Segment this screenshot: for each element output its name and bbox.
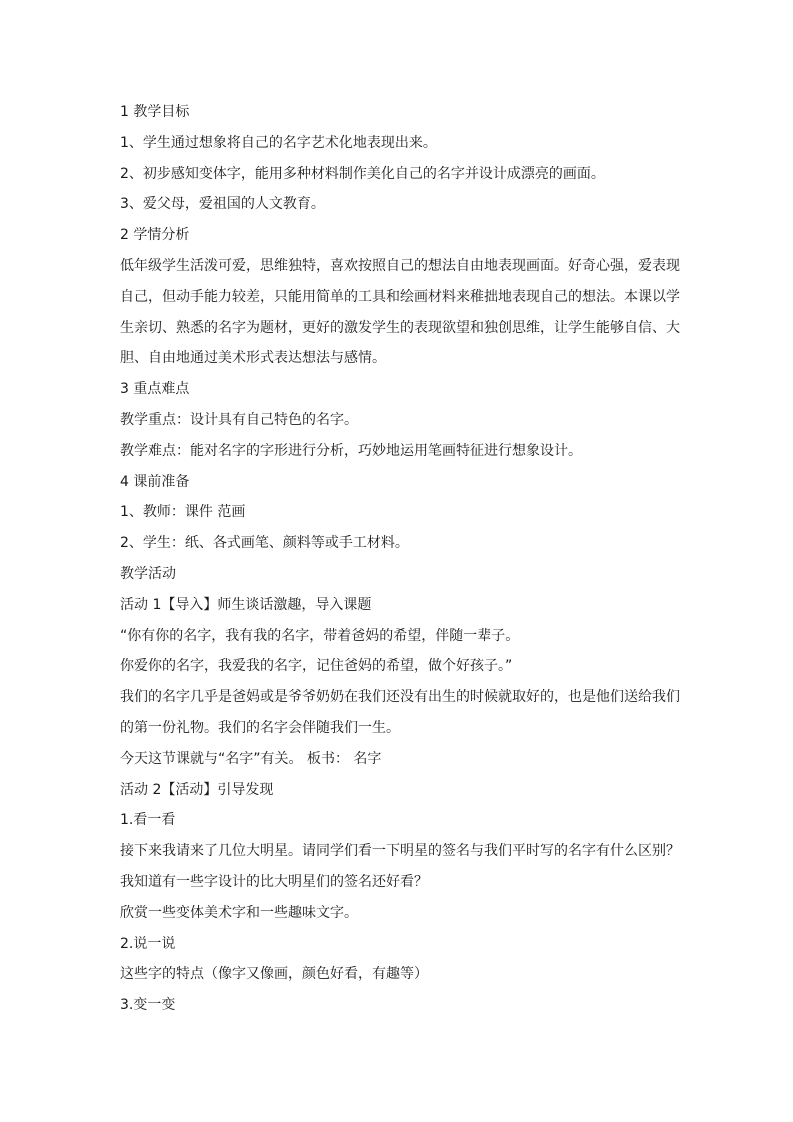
step-1-line-1: 接下来我请来了几位大明星。请同学们看一下明星的签名与我们平时写的名字有什么区别？ [120, 843, 680, 860]
section-heading-activities: 教学活动 [120, 565, 176, 582]
goal-item-2: 2、初步感知变体字，能用多种材料制作美化自己的名字并设计成漂亮的画面。 [120, 165, 605, 182]
activity-1-title: 活动 1【导入】师生谈话激趣，导入课题 [120, 596, 372, 613]
step-3-heading: 3.变一变 [120, 997, 176, 1014]
section-heading-teaching-goals: 1 教学目标 [120, 104, 190, 120]
goal-item-3: 3、爱父母，爱祖国的人文教育。 [120, 196, 325, 213]
activity-1-closing: 今天这节课就与“名字”有关。 板书： 名字 [120, 750, 382, 767]
step-1-line-2: 我知道有一些字设计的比大明星们的签名还好看？ [120, 873, 428, 890]
goal-item-1: 1、学生通过想象将自己的名字艺术化地表现出来。 [120, 134, 437, 151]
preparation-item-1: 1、教师：课件 范画 [120, 504, 246, 521]
activity-1-poem-line-1: “你有你的名字，我有我的名字，带着爸妈的希望，伴随一辈子。 [120, 627, 520, 644]
key-point-text: 教学重点：设计具有自己特色的名字。 [120, 411, 358, 428]
step-1-line-3: 欣赏一些变体美术字和一些趣味文字。 [120, 904, 358, 921]
document-body [120, 97, 680, 1021]
difficult-point-text: 教学难点：能对名字的字形进行分析，巧妙地运用笔画特征进行想象设计。 [120, 442, 582, 459]
student-analysis-paragraph: 低年级学生活泼可爱，思维独特，喜欢按照自己的想法自由地表现画面。好奇心强，爱表现自己，但动手能力较差，只能用简单的工具和绘画材料来稚拙地表现自己的想法。本课以学生亲切、熟悉的名字为题材，更好的激发学生的表现欲望和独创思维，让学生能够自信、大胆、自由地通过美术形式表达想法与感情。 [120, 257, 680, 367]
step-2-heading: 2.说一说 [120, 935, 176, 952]
preparation-item-2: 2、学生：纸、各式画笔、颜料等或手工材料。 [120, 535, 409, 552]
section-heading-key-points: 3 重点难点 [120, 381, 190, 398]
activity-1-paragraph: 我们的名字几乎是爸妈或是爷爷奶奶在我们还没有出生的时候就取好的，也是他们送给我们的第一份礼物。我们的名字会伴随我们一生。 [120, 689, 680, 736]
step-1-heading: 1.看一看 [120, 812, 176, 829]
step-2-line-1: 这些字的特点（像字又像画，颜色好看，有趣等） [120, 966, 428, 983]
section-heading-student-analysis: 2 学情分析 [120, 227, 190, 244]
section-heading-preparation: 4 课前准备 [120, 473, 190, 490]
activity-2-title: 活动 2【活动】引导发现 [120, 781, 274, 798]
activity-1-poem-line-2: 你爱你的名字，我爱我的名字，记住爸妈的希望，做个好孩子。” [120, 658, 513, 675]
